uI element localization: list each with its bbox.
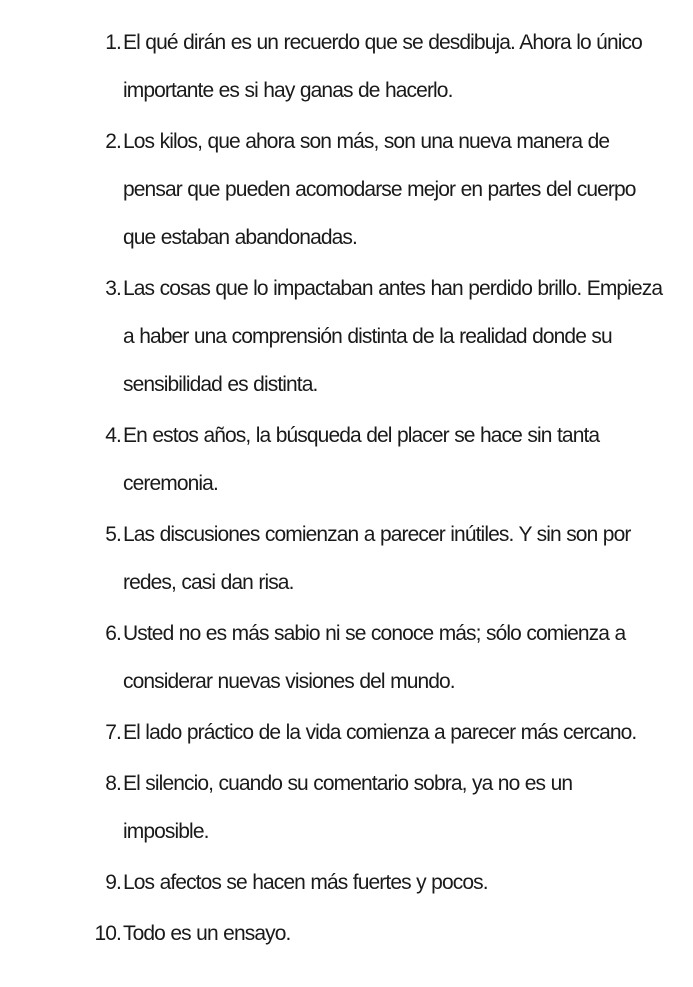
list-item [0,265,693,409]
list-item-number: 9. [105,871,121,894]
list-item [0,511,693,607]
list-item-number: 7. [105,721,121,744]
list-item-text: El qué dirán es un recuerdo que se desdibuja. Ahora lo único importante es si hay ganas de hacerlo. [123,31,642,102]
list-item [0,412,693,508]
list-item [0,859,693,907]
list-item [0,118,693,262]
list-item [0,610,693,706]
list-item-number: 3. [105,277,121,300]
list-item [0,760,693,856]
list-item-text: Usted no es más sabio ni se conoce más; sólo comienza a considerar nuevas visiones del mundo. [123,622,626,693]
list-item-text: Los kilos, que ahora son más, son una nueva manera de pensar que pueden acomodarse mejor en partes del cuerpo que estaban abandonadas. [123,130,636,249]
list-item-text: Todo es un ensayo. [123,922,291,945]
list-item-text: En estos años, la búsqueda del placer se hace sin tanta ceremonia. [123,424,600,495]
list-item-text: Las discusiones comienzan a parecer inútiles. Y sin son por redes, casi dan risa. [123,523,631,594]
document-page [0,19,693,961]
list-item [0,709,693,757]
list-item-number: 5. [105,523,121,546]
numbered-list [0,19,693,958]
list-item [0,19,693,115]
list-item-number: 10. [94,922,121,945]
list-item-number: 4. [105,424,121,447]
list-item [0,910,693,958]
list-item-text: Los afectos se hacen más fuertes y pocos. [123,871,488,894]
list-item-number: 1. [105,31,121,54]
list-item-text: El lado práctico de la vida comienza a parecer más cercano. [123,721,637,744]
list-item-text: El silencio, cuando su comentario sobra, ya no es un imposible. [123,772,573,843]
list-item-number: 6. [105,622,121,645]
list-item-number: 2. [105,130,121,153]
list-item-number: 8. [105,772,121,795]
list-item-text: Las cosas que lo impactaban antes han perdido brillo. Empieza a haber una comprensión distinta de la realidad donde su sensibilidad es distinta. [123,277,663,396]
